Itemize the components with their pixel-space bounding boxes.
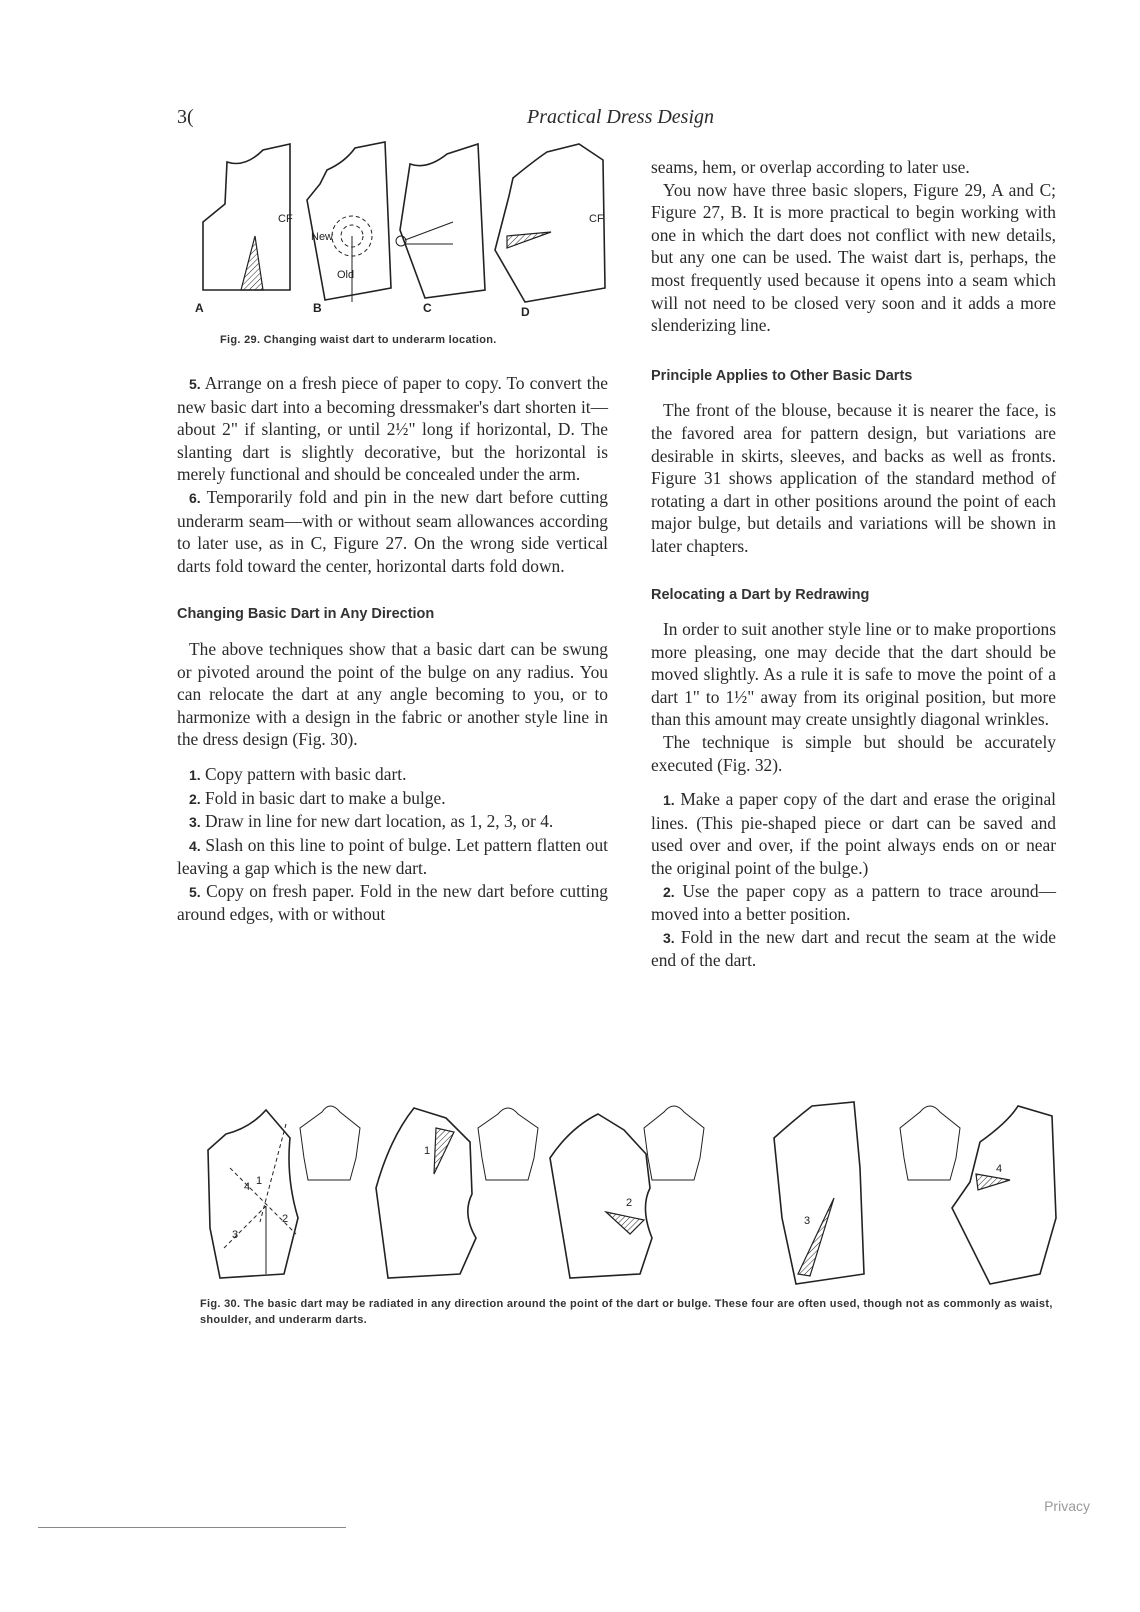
relocate-paragraph: In order to suit another style line or to make proportions more pleasing, one may decide that the dart should be moved slightly. As a rule it is safe to move the point of a dart 1" to 1½" away from its original position, but more than this amount may create unsightly diagonal wrinkles.: [651, 619, 1056, 730]
old-label: Old: [337, 269, 355, 281]
step-number: 1.: [189, 766, 201, 783]
figure-30-illustration: [200, 1098, 1060, 1288]
dart-2: [606, 1212, 644, 1234]
paragraph-5: [177, 372, 608, 486]
figure-30-caption: Fig. 30. The basic dart may be radiated in any direction around the point of the dart or bulge. These four are often used, though not as commonly as waist, shoulder, and underarm darts.: [200, 1298, 1053, 1326]
dart-label-2: 2: [626, 1197, 633, 1209]
dart-1: [434, 1128, 454, 1174]
privacy-link[interactable]: Privacy: [1044, 1498, 1090, 1514]
left-column: [177, 372, 608, 926]
step-text: Draw in line for new dart location, as 1, 2, 3, or 4.: [200, 811, 554, 832]
step-number: 3.: [189, 814, 201, 831]
step-number: 6.: [189, 489, 201, 506]
front-paragraph: The front of the blouse, because it is nearer the face, is the favored area for pattern design, but variations are desirable in skirts, sleeves, and backs as well as fronts. Figure 31 shows application of the standard method of rotating a dart in other positions around the point of each major bulge, but details and variations will be shown in later chapters.: [651, 400, 1056, 556]
step-number: 3.: [663, 929, 675, 946]
step-text: Fold in the new dart and recut the seam at the wide end of the dart.: [651, 926, 1056, 971]
footer-divider: [38, 1527, 346, 1528]
step-5: [177, 880, 608, 926]
technique-paragraph: The technique is simple but should be accurately executed (Fig. 32).: [651, 732, 1056, 775]
step-number: 2.: [189, 790, 201, 807]
dart-label-1: 1: [424, 1145, 431, 1157]
slash-label-3: 3: [232, 1229, 239, 1241]
step-text: Make a paper copy of the dart and erase the original lines. (This pie-shaped piece or dart can be saved and used over and over, if the point always ends on or near the original point of the bulge.): [651, 789, 1056, 879]
dart-label-3: 3: [804, 1215, 811, 1227]
dart-a: [241, 236, 263, 290]
step-text: Copy pattern with basic dart.: [200, 763, 407, 784]
step-number: 4.: [189, 837, 201, 854]
step-2: [177, 787, 608, 811]
step-3: [177, 810, 608, 834]
bodice-panel-4: [774, 1102, 864, 1284]
dart-d: [507, 232, 551, 248]
step-text: Fold in basic dart to make a bulge.: [200, 787, 446, 808]
label-b: B: [313, 301, 322, 315]
slash-label-2: 2: [282, 1213, 289, 1225]
section-heading: Principle Applies to Other Basic Darts: [651, 367, 913, 384]
step-text: Use the paper copy as a pattern to trace around—moved into a better position.: [651, 880, 1056, 925]
bodice-panel-5: [952, 1106, 1056, 1284]
continued-paragraph: seams, hem, or overlap according to later use.: [651, 157, 970, 177]
figure-29-caption: Fig. 29. Changing waist dart to underarm location.: [220, 334, 497, 346]
slash-label-1: 1: [256, 1175, 263, 1187]
step-text: Slash on this line to point of bulge. Let pattern flatten out leaving a gap which is the new dart.: [177, 834, 608, 879]
step-number: 1.: [663, 792, 675, 809]
cf-label-d: CF: [589, 213, 604, 225]
intro-paragraph: The above techniques show that a basic dart can be swung or pivoted around the point of the bulge on any radius. You can relocate the dart at any angle becoming to you, or to harmonize with a design in the fabric or another style line in the dress design (Fig. 30).: [177, 638, 608, 750]
slopers-paragraph: You now have three basic slopers, Figure 29, A and C; Figure 27, B. It is more practical to begin working with one in which the dart does not conflict with new details, but any one can be used. The waist dart is, perhaps, the most frequently used because it opens into a seam which will not need to be closed very soon and it adds a more slenderizing line.: [651, 179, 1056, 336]
label-c: C: [423, 301, 432, 315]
new-label: New: [311, 231, 334, 243]
slash-label-4: 4: [244, 1181, 251, 1193]
dart-label-4: 4: [996, 1163, 1003, 1175]
step-2: [651, 880, 1056, 926]
step-number: 5.: [189, 883, 201, 900]
page-number: 3(: [177, 106, 194, 128]
step-text: Copy on fresh paper. Fold in the new dart before cutting around edges, with or without: [177, 880, 608, 925]
figure-29-illustration: [195, 140, 625, 320]
label-d: D: [521, 305, 530, 319]
right-column: [651, 156, 1056, 972]
bodice-panel-1: [208, 1110, 298, 1278]
step-1: [177, 763, 608, 787]
paragraph-text: Temporarily fold and pin in the new dart before cutting underarm seam—with or without seam allowances according to later use, as in C, Figure 27. On the wrong side vertical darts fold toward the center, horizontal darts fold down.: [177, 486, 608, 576]
blouse-sketch-1: [300, 1106, 360, 1180]
bodice-panel-2: [376, 1108, 476, 1278]
label-a: A: [195, 301, 204, 315]
step-3: [651, 926, 1056, 972]
dart-3: [798, 1198, 834, 1276]
blouse-sketch-3: [644, 1106, 704, 1180]
blouse-sketch-4: [900, 1106, 960, 1180]
step-1: [651, 788, 1056, 879]
section-heading: Relocating a Dart by Redrawing: [651, 586, 870, 603]
paragraph-6: [177, 486, 608, 577]
dart-4: [976, 1174, 1010, 1190]
step-4: [177, 834, 608, 880]
step-number: 2.: [663, 883, 675, 900]
blouse-sketch-2: [478, 1108, 538, 1180]
book-title: Practical Dress Design: [527, 106, 715, 128]
section-heading: Changing Basic Dart in Any Direction: [177, 606, 435, 623]
paragraph-text: Arrange on a fresh piece of paper to copy. To convert the new basic dart into a becoming dressmaker's dart shorten it—about 2" if slanting, or until 2½" long if horizontal, D. The slanting dart is slightly decorative, but the horizontal is merely functional and should be concealed under the arm.: [177, 373, 608, 485]
bodice-panel-3: [550, 1114, 652, 1278]
step-number: 5.: [189, 376, 201, 392]
cf-label-a: CF: [278, 213, 293, 225]
bodice-c: [400, 144, 485, 298]
